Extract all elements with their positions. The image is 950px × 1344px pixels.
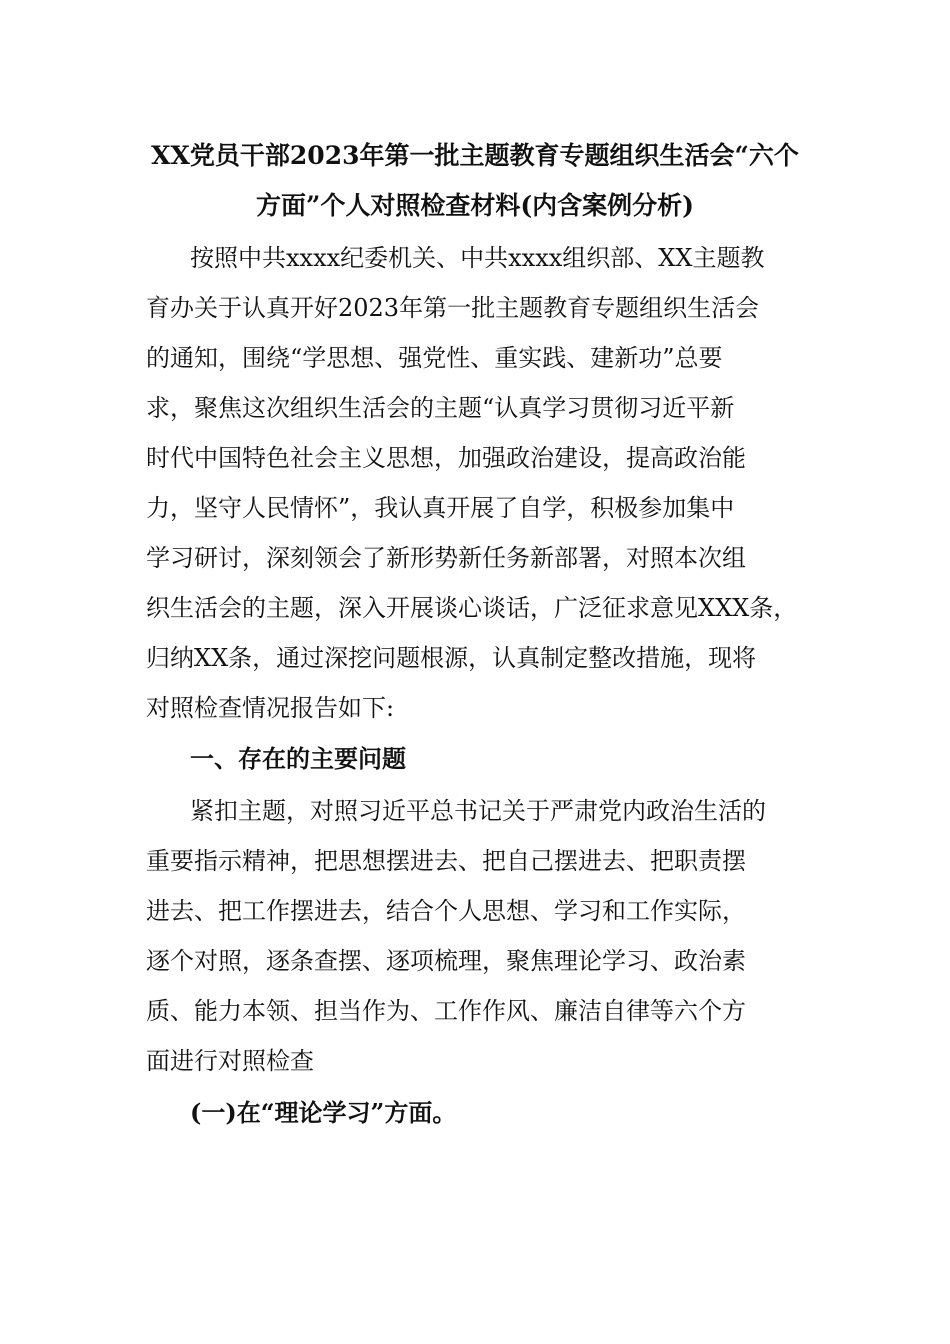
intro-line-9: 归纳XX条，通过深挖问题根源，认真制定整改措施，现将 [146, 644, 757, 672]
intro-line-4: 求，聚焦这次组织生活会的主题“认真学习贯彻习近平新 [146, 394, 735, 422]
intro-line-6: 力，坚守人民情怀”，我认真开展了自学，积极参加集中 [146, 494, 735, 522]
section1-line-1: 紧扣主题，对照习近平总书记关于严肃党内政治生活的 [190, 797, 766, 825]
section1-line-4: 逐个对照，逐条查摆、逐项梳理，聚焦理论学习、政治素 [146, 947, 746, 975]
intro-line-10: 对照检查情况报告如下: [146, 694, 395, 722]
intro-line-3: 的通知，围绕“学思想、强党性、重实践、建新功”总要 [146, 344, 723, 372]
section1-line-3: 进去、把工作摆进去，结合个人思想、学习和工作实际， [146, 897, 746, 925]
section1-line-6: 面进行对照检查 [146, 1047, 314, 1075]
intro-line-7: 学习研讨，深刻领会了新形势新任务新部署，对照本次组 [146, 544, 746, 572]
section-heading-main-problems: 一、存在的主要问题 [190, 744, 406, 773]
intro-line-1: 按照中共xxxx纪委机关、中共xxxx组织部、XX主题教 [190, 244, 765, 272]
intro-line-8: 织生活会的主题，深入开展谈心谈话，广泛征求意见XXX条， [146, 594, 798, 622]
intro-line-5: 时代中国特色社会主义思想，加强政治建设，提高政治能 [146, 444, 746, 472]
subsection-heading-theory-study: (一)在“理论学习”方面。 [190, 1098, 457, 1127]
section1-line-5: 质、能力本领、担当作为、工作作风、廉洁自律等六个方 [146, 997, 746, 1025]
document-title-line-2: 方面”个人对照检查材料(内含案例分析) [255, 191, 695, 220]
document-title-line-1: XX党员干部2023年第一批主题教育专题组织生活会“六个 [151, 141, 799, 170]
intro-line-2: 育办关于认真开好2023年第一批主题教育专题组织生活会 [146, 294, 760, 322]
section1-line-2: 重要指示精神，把思想摆进去、把自己摆进去、把职责摆 [146, 847, 746, 875]
